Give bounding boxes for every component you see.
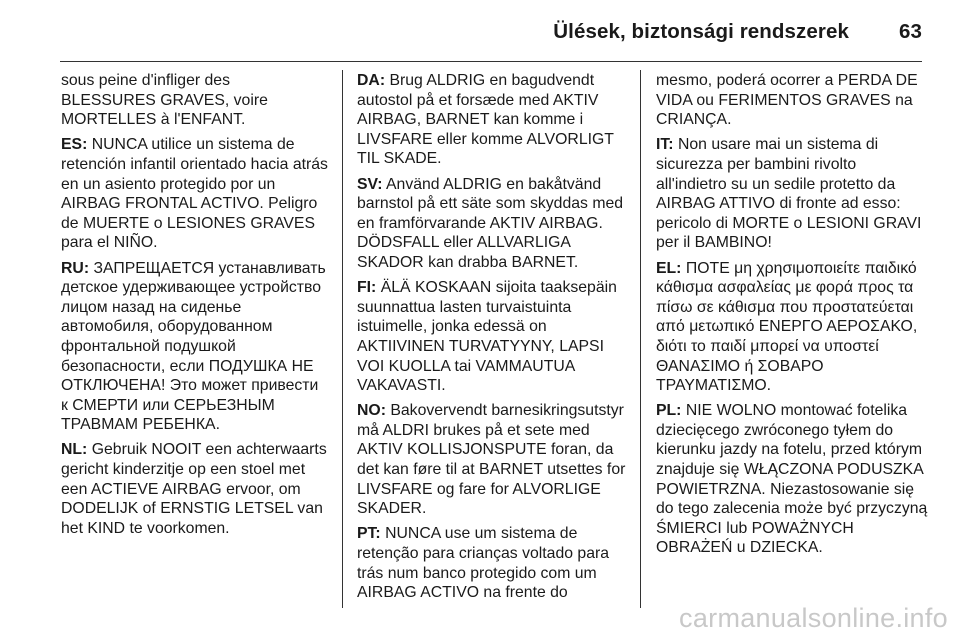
paragraph	[656, 401, 928, 558]
warning-text: ΠΟΤΕ μη χρησιμοποιείτε παιδικό κάθισμα ασφαλείας με φορά προς τα πίσω σε κάθισμα που προστατεύεται από μετωπικό ΕΝΕΡΓΟ ΑΕΡΟΣΑΚΟ, διότι το παιδί μπορεί να υποστεί ΘΑΝΑΣΙΜΟ ή ΣΟΒΑΡΟ ΤΡΑΥΜΑΤΙΣΜΟ.	[656, 259, 918, 395]
warning-text: ЗАПРЕЩАЕТСЯ устанавливать детское удерживающее устройство лицом назад на сиденье автомобиля, оборудованном фронтальной подушкой безопасности, если ПОДУШКА НЕ ОТКЛЮЧЕНА! Это может привести к СМЕРТИ или СЕРЬЕЗНЫМ ТРАВМАМ РЕБЕНКА.	[61, 259, 326, 434]
text-column-2	[357, 71, 629, 608]
language-code: DA:	[357, 72, 386, 89]
paragraph	[357, 71, 629, 169]
page-title: Ülések, biztonsági rendszerek	[553, 20, 849, 43]
language-code: IT:	[656, 136, 674, 154]
paragraph	[61, 440, 328, 538]
warning-text: NUNCA utilice un sistema de retención infantil orientado hacia atrás en un asiento protegido por un AIRBAG FRONTAL ACTIVO. Peligro de MUERTE o LESIONES GRAVES para el NIÑO.	[61, 136, 328, 252]
language-code: EL:	[656, 259, 682, 277]
paragraph	[357, 401, 629, 519]
warning-text: NIE WOLNO montować fotelika dziecięcego zwróconego tyłem do kierunku jazdy na fotelu, przed którym znajduje się WŁĄCZONA PODUSZKA POWIETRZNA. Niezastosowanie się do tego zalecenia może być przyczyną ŚMIERCI lub POWAŻNYCH OBRAŻEŃ u DZIECKA.	[656, 402, 928, 557]
warning-text: sous peine d'infliger des BLESSURES GRAVES, voire MORTELLES à l'ENFANT.	[61, 72, 268, 129]
language-code: ES:	[61, 136, 88, 154]
language-code: SV:	[357, 175, 383, 193]
warning-text: Använd ALDRIG en bakåtvänd barnstol på ett säte som skyddas med en framförvarande AKTIV AIRBAG. DÖDSFALL eller ALLVARLIGA SKADOR kan drabba BARNET.	[357, 175, 624, 271]
paragraph	[61, 71, 328, 130]
paragraph	[656, 71, 928, 130]
warning-text: Non usare mai un sistema di sicurezza per bambini rivolto all'indietro su un sedile protetto da AIRBAG ATTIVO di fronte ad esso: pericolo di MORTE o LESIONI GRAVI per il BAMBINO!	[656, 136, 922, 252]
paragraph	[357, 278, 629, 396]
warning-text: ÄLÄ KOSKAAN sijoita taaksepäin suunnattua lasten turvaistuinta istuimelle, jonka edessä on AKTIIVINEN TURVATYYNY, LAPSI VOI KUOLLA tai VAMMAUTUA VAKAVASTI.	[357, 279, 617, 395]
paragraph	[61, 259, 328, 435]
warning-text: NUNCA use um sistema de retenção para crianças voltado para trás num banco protegido com um AIRBAG ACTIVO na frente do	[357, 525, 610, 602]
warning-text: Bakovervendt barnesikringsutstyr må ALDRI brukes på et sete med AKTIV KOLLISJONSPUTE foran, da det kan føre til at BARNET utsettes for LIVSFARE og fare for ALVORLIGE SKADER.	[357, 402, 626, 518]
language-code: NO:	[357, 402, 386, 420]
header-rule	[60, 61, 922, 62]
paragraph	[656, 259, 928, 396]
language-code: FI:	[357, 279, 377, 297]
language-code: PL:	[656, 402, 682, 420]
paragraph	[357, 524, 629, 602]
warning-text: Brug ALDRIG en bagudvendt autostol på et forsæde med AKTIV AIRBAG, BARNET kan komme i LIVSFARE eller komme ALVORLIGT TIL SKADE.	[357, 72, 614, 168]
language-code: NL:	[61, 441, 88, 459]
column-divider	[342, 70, 343, 608]
page-number: 63	[898, 20, 922, 43]
watermark: carmanualsonline.info	[679, 603, 948, 633]
column-divider	[640, 70, 641, 608]
page-header	[60, 14, 922, 50]
text-column-3	[656, 71, 928, 564]
paragraph	[656, 135, 928, 253]
paragraph	[357, 175, 629, 273]
language-code: PT:	[357, 525, 381, 543]
warning-text: mesmo, poderá ocorrer a PERDA DE VIDA ou FERIMENTOS GRAVES na CRIANÇA.	[656, 72, 918, 129]
language-code: RU:	[61, 259, 90, 277]
paragraph	[61, 135, 328, 253]
warning-text: Gebruik NOOIT een achterwaarts gericht kinderzitje op een stoel met een ACTIEVE AIRBAG ervoor, om DODELIJK of ERNSTIG LETSEL van het KIND te voorkomen.	[61, 441, 327, 537]
text-column-1	[61, 71, 328, 544]
